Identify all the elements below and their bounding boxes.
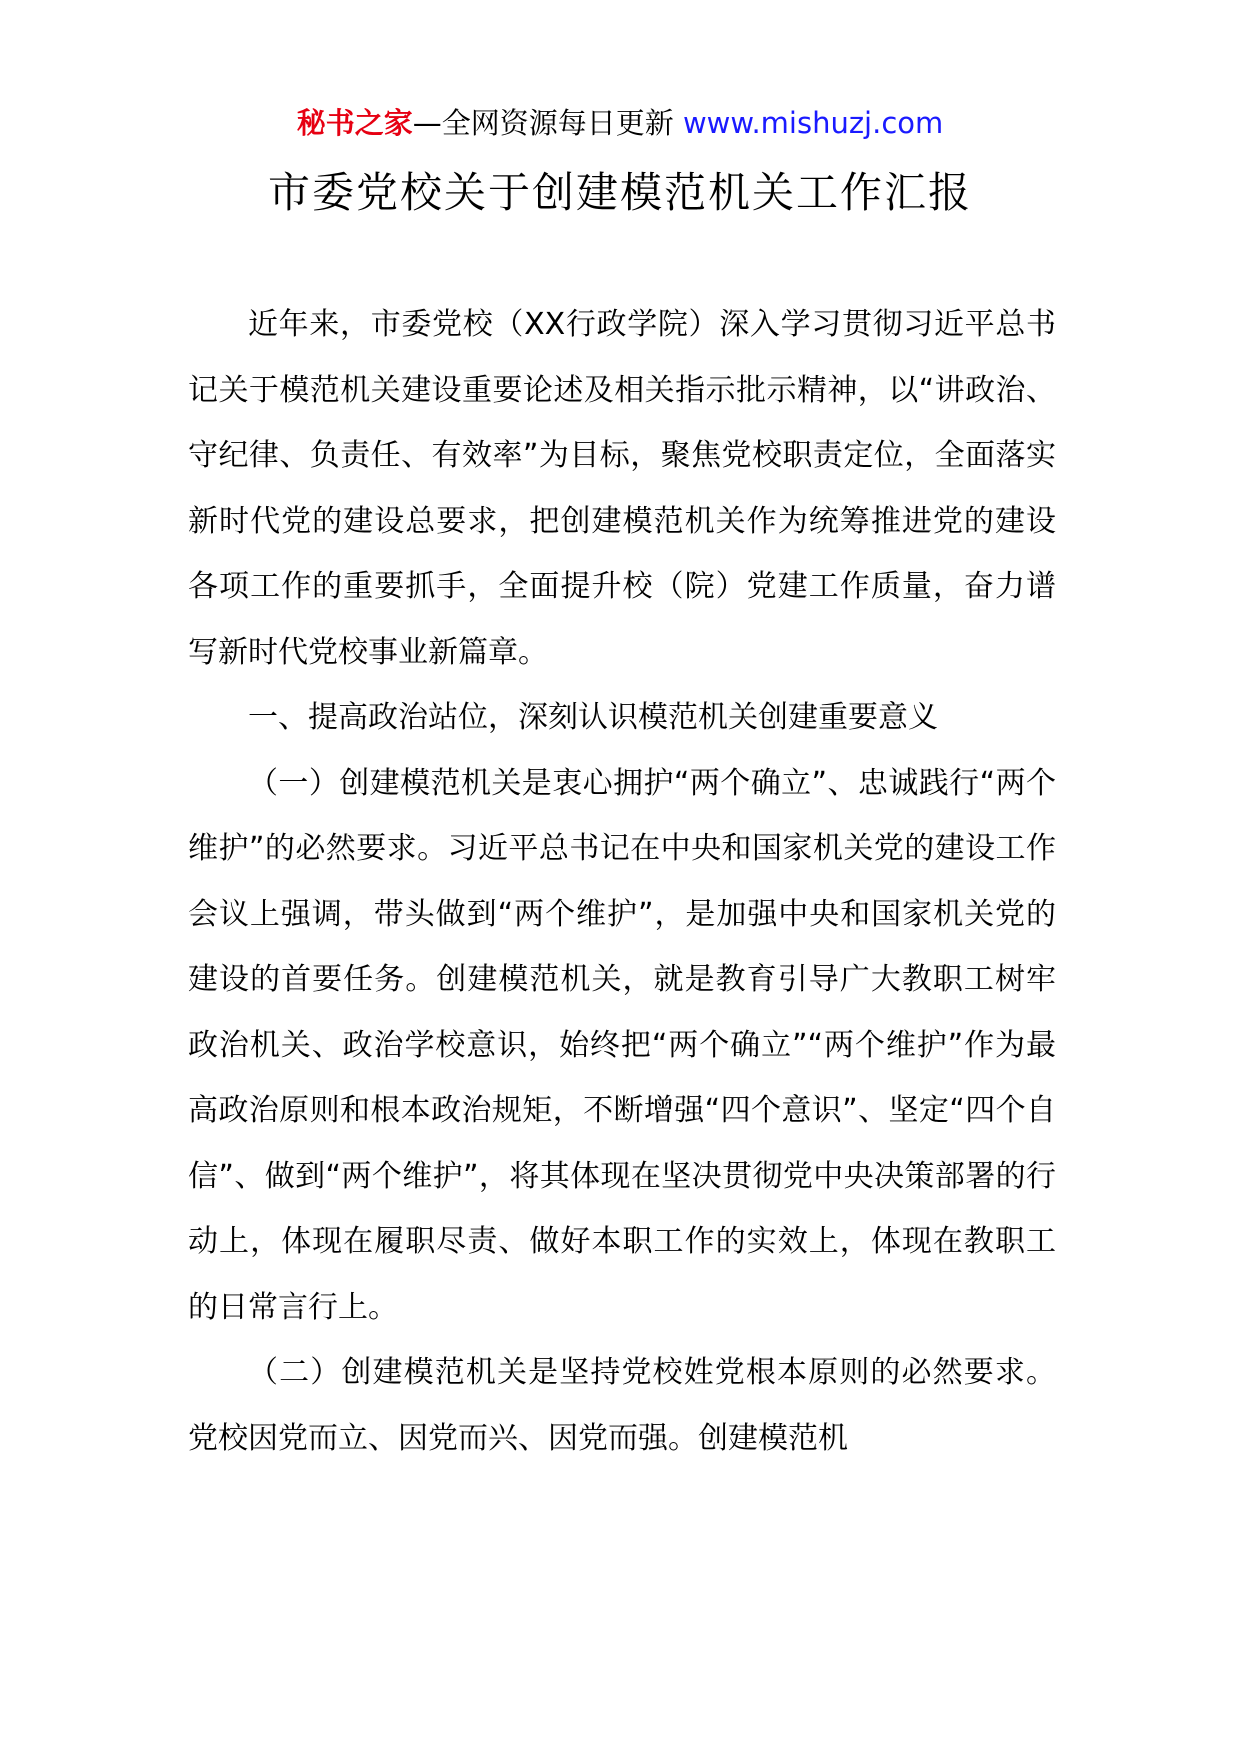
site-header	[0, 103, 1240, 143]
body-paragraph: （一）创建模范机关是衷心拥护“两个确立”、忠诚践行“两个维护”的必然要求。习近平总书记在中央和国家机关党的建设工作会议上强调，带头做到“两个维护”，是加强中央和国家机关党的建设的首要任务。创建模范机关，就是教育引导广大教职工树牢政治机关、政治学校意识，始终把“两个确立”“两个维护”作为最高政治原则和根本政治规矩，不断增强“四个意识”、坚定“四个自信”、做到“两个维护”，将其体现在坚决贯彻党中央决策部署的行动上，体现在履职尽责、做好本职工作的实效上，体现在教职工的日常言行上。	[188, 765, 1056, 1325]
intro-paragraph: 近年来，市委党校（XX行政学院）深入学习贯彻习近平总书记关于模范机关建设重要论述及相关指示批示精神，以“讲政治、守纪律、负责任、有效率”为目标，聚焦党校职责定位，全面落实新时代党的建设总要求，把创建模范机关作为统筹推进党的建设各项工作的重要抓手，全面提升校（院）党建工作质量，奋力谱写新时代党校事业新篇章。	[188, 307, 1056, 670]
document-title: 市委党校关于创建模范机关工作汇报	[267, 168, 972, 217]
section-heading: 一、提高政治站位，深刻认识模范机关创建重要意义	[248, 700, 938, 735]
document-body	[188, 292, 1056, 1471]
site-slogan: —全网资源每日更新	[412, 106, 674, 140]
body-paragraph: （二）创建模范机关是坚持党校姓党根本原则的必然要求。党校因党而立、因党而兴、因党而强。创建模范机	[188, 1355, 1056, 1456]
brand-name: 秘书之家	[296, 106, 413, 140]
site-url-link[interactable]: www.mishuzj.com	[682, 106, 944, 140]
